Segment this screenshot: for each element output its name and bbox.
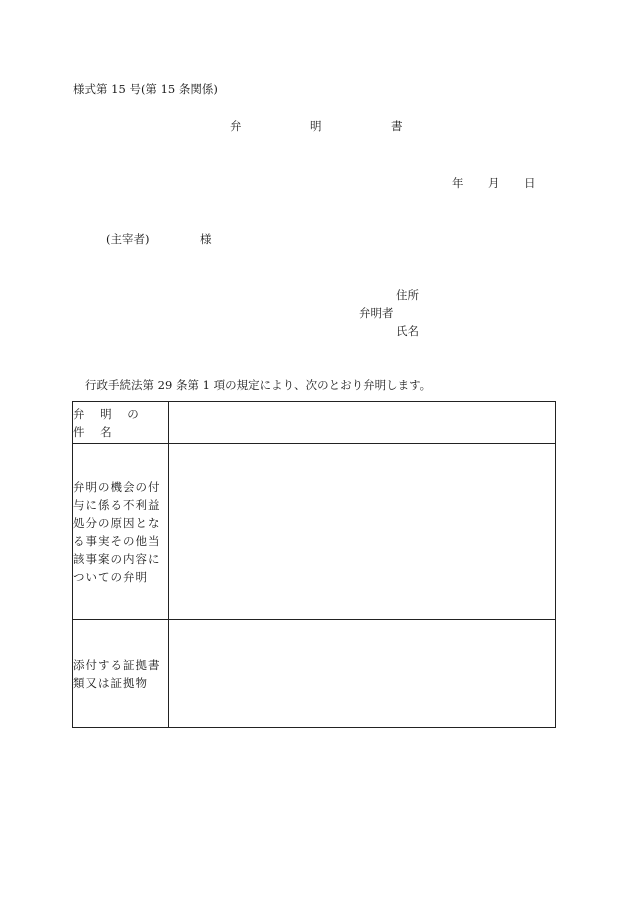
statement-text: 行政手続法第 29 条第 1 項の規定により、次のとおり弁明します。 — [85, 378, 432, 392]
defense-content-field[interactable] — [169, 444, 556, 620]
title-char-2: 明 — [310, 119, 322, 133]
document-title — [0, 118, 630, 134]
defense-content-label-text: 弁明の機会の付与に係る不利益処分の原因となる事実その他当該事案の内容についての弁明 — [73, 479, 161, 584]
recipient-honorific: 様 — [200, 232, 212, 246]
form-number: 様式第 15 号(第 15 条関係) — [73, 82, 218, 96]
name-label: 氏名 — [396, 324, 419, 338]
evidence-field[interactable] — [169, 620, 556, 728]
title-char-3: 書 — [391, 119, 403, 133]
table-row — [73, 444, 556, 620]
subject-label — [73, 402, 169, 444]
petitioner-label: 弁明者 — [359, 306, 394, 320]
form-table — [72, 401, 556, 728]
recipient-role: (主宰者) — [106, 232, 150, 246]
date-year: 年 — [452, 176, 464, 190]
subject-field[interactable] — [169, 402, 556, 444]
table-row — [73, 620, 556, 728]
date-month: 月 — [488, 176, 500, 190]
subject-label-text: 弁 明 の 件 名 — [73, 406, 145, 439]
defense-content-label — [73, 444, 169, 620]
evidence-label-text: 添付する証拠書類又は証拠物 — [73, 657, 161, 690]
evidence-label — [73, 620, 169, 728]
date-day: 日 — [524, 176, 536, 190]
address-label: 住所 — [396, 288, 419, 302]
title-char-1: 弁 — [230, 119, 242, 133]
table-row — [73, 402, 556, 444]
